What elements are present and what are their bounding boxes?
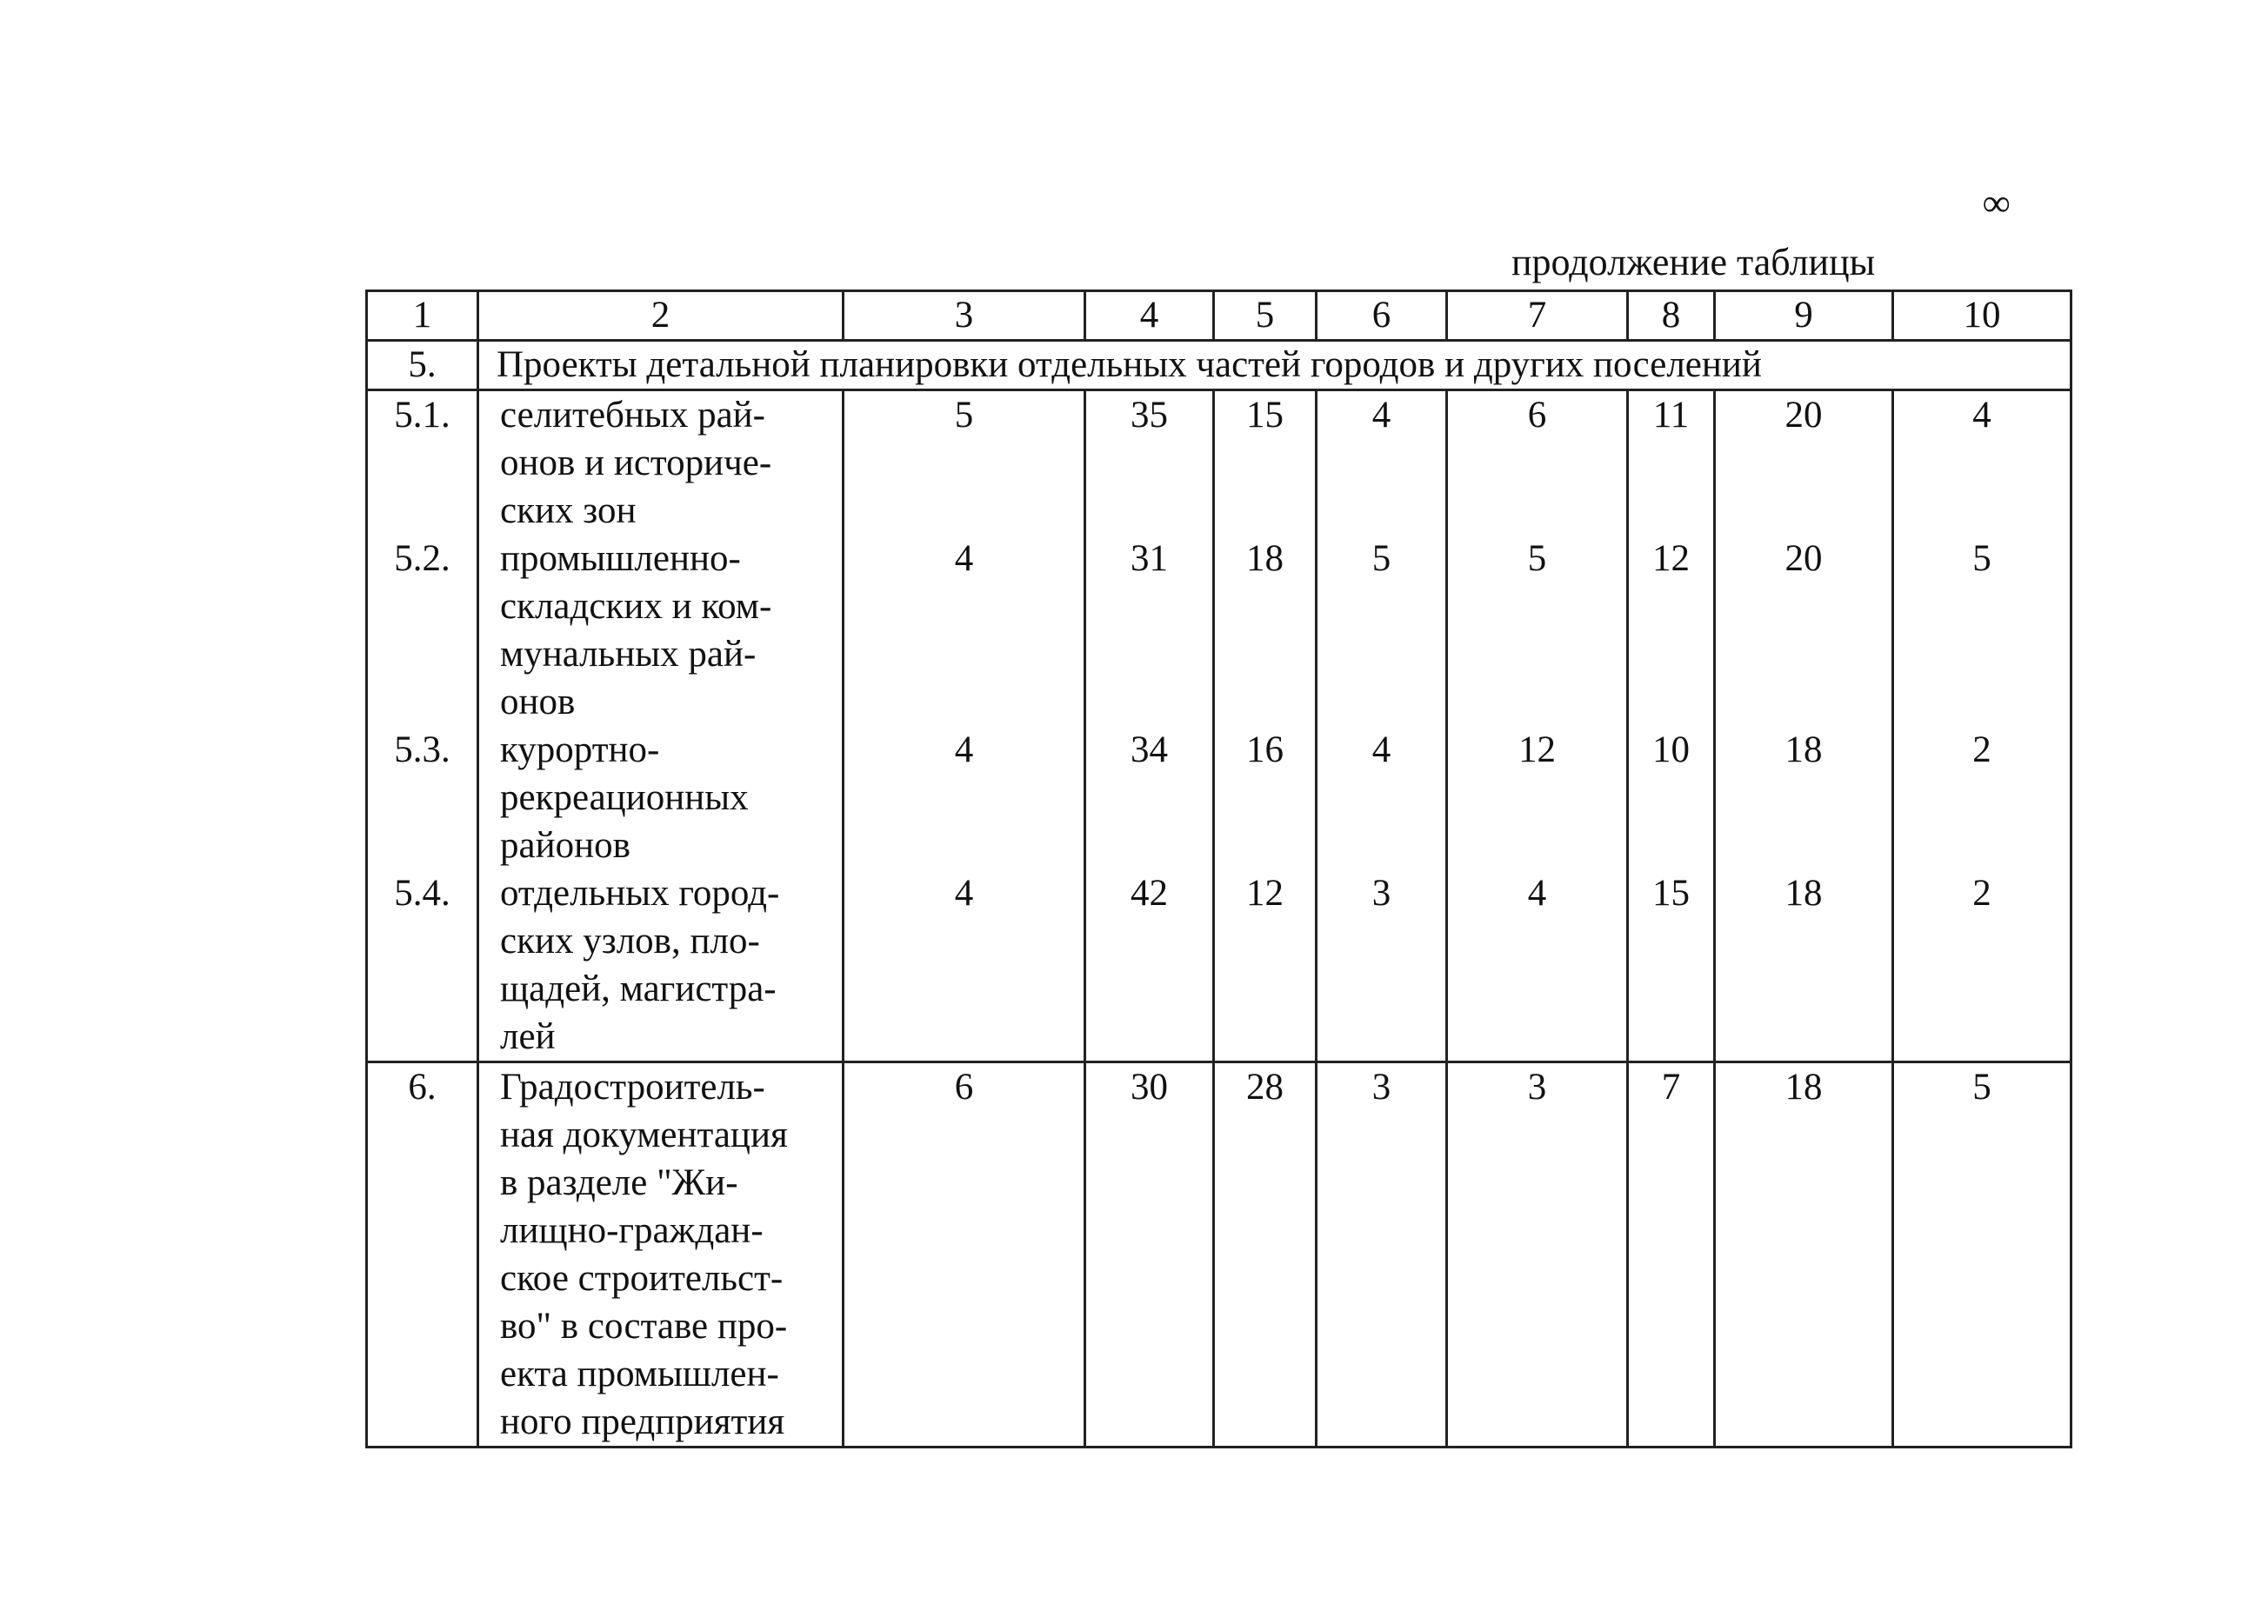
row6-value-10: 5 (1972, 1067, 1991, 1108)
column-header: 10 (1893, 291, 2071, 341)
row6-name-line: ское строительст- (500, 1258, 784, 1299)
column-header: 5 (1214, 291, 1317, 341)
item-name-line: складских и ком- (500, 586, 772, 627)
item-value: 4 (1972, 395, 1991, 436)
item-number (368, 391, 477, 535)
item-value: 12 (1518, 729, 1556, 770)
item-value: 18 (1784, 873, 1823, 914)
item-value: 31 (1131, 538, 1168, 579)
row6-value (1317, 1062, 1447, 1448)
item-name (500, 391, 842, 535)
item-value: 20 (1784, 395, 1823, 436)
item-name-line: районов (500, 825, 630, 866)
item-name-line: курортно- (500, 729, 660, 770)
item-numbers-cell (367, 390, 478, 1062)
item-name-line: отдельных город- (500, 873, 780, 914)
item-value: 42 (1131, 873, 1168, 914)
row6-value (1628, 1062, 1715, 1448)
item-name-line: рекреационных (500, 777, 749, 818)
item-number-text: 5.1. (394, 395, 450, 436)
column-header: 1 (367, 291, 478, 341)
item-name-line: промышленно- (500, 538, 741, 579)
row6-name-line: в разделе "Жи- (500, 1162, 738, 1203)
values-col-9 (1715, 390, 1893, 1062)
table-continuation-label: продолжение таблицы (1511, 241, 1876, 283)
item-value: 15 (1652, 873, 1690, 914)
column-header: 9 (1715, 291, 1893, 341)
item-value: 5 (1527, 538, 1547, 579)
row6-number (367, 1062, 478, 1448)
item-numbers (368, 391, 477, 1061)
item-value: 35 (1131, 395, 1168, 436)
column-header: 2 (478, 291, 844, 341)
values-col-5 (1214, 390, 1317, 1062)
page-number-mark: ∞ (1983, 182, 2011, 224)
column-header: 4 (1085, 291, 1214, 341)
item-value: 16 (1246, 729, 1284, 770)
row6-value (1893, 1062, 2071, 1448)
items-group-row (367, 390, 2071, 1062)
item-value: 18 (1784, 729, 1823, 770)
item-value: 5 (1972, 538, 1991, 579)
item-number-text: 5.3. (394, 729, 450, 770)
item-value: 4 (1371, 395, 1391, 436)
item-name-line: щадей, магистра- (500, 968, 777, 1009)
section-title: Проекты детальной планировки отдельных частей городов и других поселений (478, 341, 2071, 390)
values-col-8 (1628, 390, 1715, 1062)
row6-value-7: 3 (1527, 1067, 1547, 1108)
section-row (367, 341, 2071, 390)
values-col-3 (844, 390, 1085, 1062)
row6-name (500, 1063, 842, 1446)
item-name-line: селитебных рай- (500, 395, 765, 436)
item-name-line: онов (500, 682, 576, 722)
column-header: 3 (844, 291, 1085, 341)
item-value: 2 (1972, 873, 1991, 914)
row6-value-9: 18 (1784, 1067, 1823, 1108)
row6-name-line: лищно-граждан- (500, 1210, 764, 1251)
values-col-4 (1085, 390, 1214, 1062)
row6-value-8: 7 (1661, 1067, 1681, 1108)
row6-value-5: 28 (1246, 1067, 1284, 1108)
item-value: 10 (1652, 729, 1690, 770)
item-name (500, 535, 842, 726)
row6-value (1085, 1062, 1214, 1448)
column-number-row (367, 291, 2071, 341)
item-value: 4 (1527, 873, 1547, 914)
item-value: 6 (1527, 395, 1547, 436)
column-header: 7 (1447, 291, 1628, 341)
item-value: 4 (954, 538, 974, 579)
row6-name-cell (478, 1062, 844, 1448)
item-value: 5 (1371, 538, 1391, 579)
item-value: 3 (1371, 873, 1391, 914)
item-value: 11 (1652, 395, 1690, 436)
row6-value-6: 3 (1371, 1067, 1391, 1108)
item-value: 2 (1972, 729, 1991, 770)
item-value: 34 (1131, 729, 1168, 770)
item-names (500, 391, 842, 1061)
item-value: 4 (954, 873, 974, 914)
row6-value (1214, 1062, 1317, 1448)
row6-value (1447, 1062, 1628, 1448)
row6-name-line: ного предприятия (500, 1401, 785, 1442)
section-number: 5. (367, 341, 478, 390)
values-col-6 (1317, 390, 1447, 1062)
item-number (368, 535, 477, 726)
row6-name-line: ная документация (500, 1115, 788, 1155)
row6-value (844, 1062, 1085, 1448)
item-name-line: онов и историче- (500, 443, 772, 483)
item-name (500, 869, 842, 1061)
item-number (368, 726, 477, 869)
item-value: 4 (954, 729, 974, 770)
row6-name-line: во" в составе про- (500, 1306, 788, 1347)
item-number (368, 869, 477, 1061)
item-name-line: ских узлов, пло- (500, 921, 760, 962)
column-header: 6 (1317, 291, 1447, 341)
values-col-7 (1447, 390, 1628, 1062)
item-value: 18 (1246, 538, 1284, 579)
item-name (500, 726, 842, 869)
row6-value-4: 30 (1131, 1067, 1168, 1108)
item-name-line: мунальных рай- (500, 634, 757, 675)
item-value: 15 (1246, 395, 1284, 436)
item-name-line: ских зон (500, 490, 637, 531)
item-names-cell (478, 390, 844, 1062)
item-value: 12 (1246, 873, 1284, 914)
row6-name-line: екта промышлен- (500, 1354, 779, 1394)
item-number-text: 5.2. (394, 538, 450, 579)
item-value: 20 (1784, 538, 1823, 579)
item-value: 4 (1371, 729, 1391, 770)
row6-number-text: 6. (408, 1067, 437, 1108)
row6-value-3: 6 (954, 1067, 974, 1108)
item-number-text: 5.4. (394, 873, 450, 914)
item-name-line: лей (500, 1016, 556, 1057)
column-header: 8 (1628, 291, 1715, 341)
values-col-10 (1893, 390, 2071, 1062)
item-value: 5 (954, 395, 974, 436)
item-value: 12 (1652, 538, 1690, 579)
data-table (365, 290, 2072, 1448)
row6-name-line: Градостроитель- (500, 1067, 765, 1108)
row-6 (367, 1062, 2071, 1448)
row6-value (1715, 1062, 1893, 1448)
